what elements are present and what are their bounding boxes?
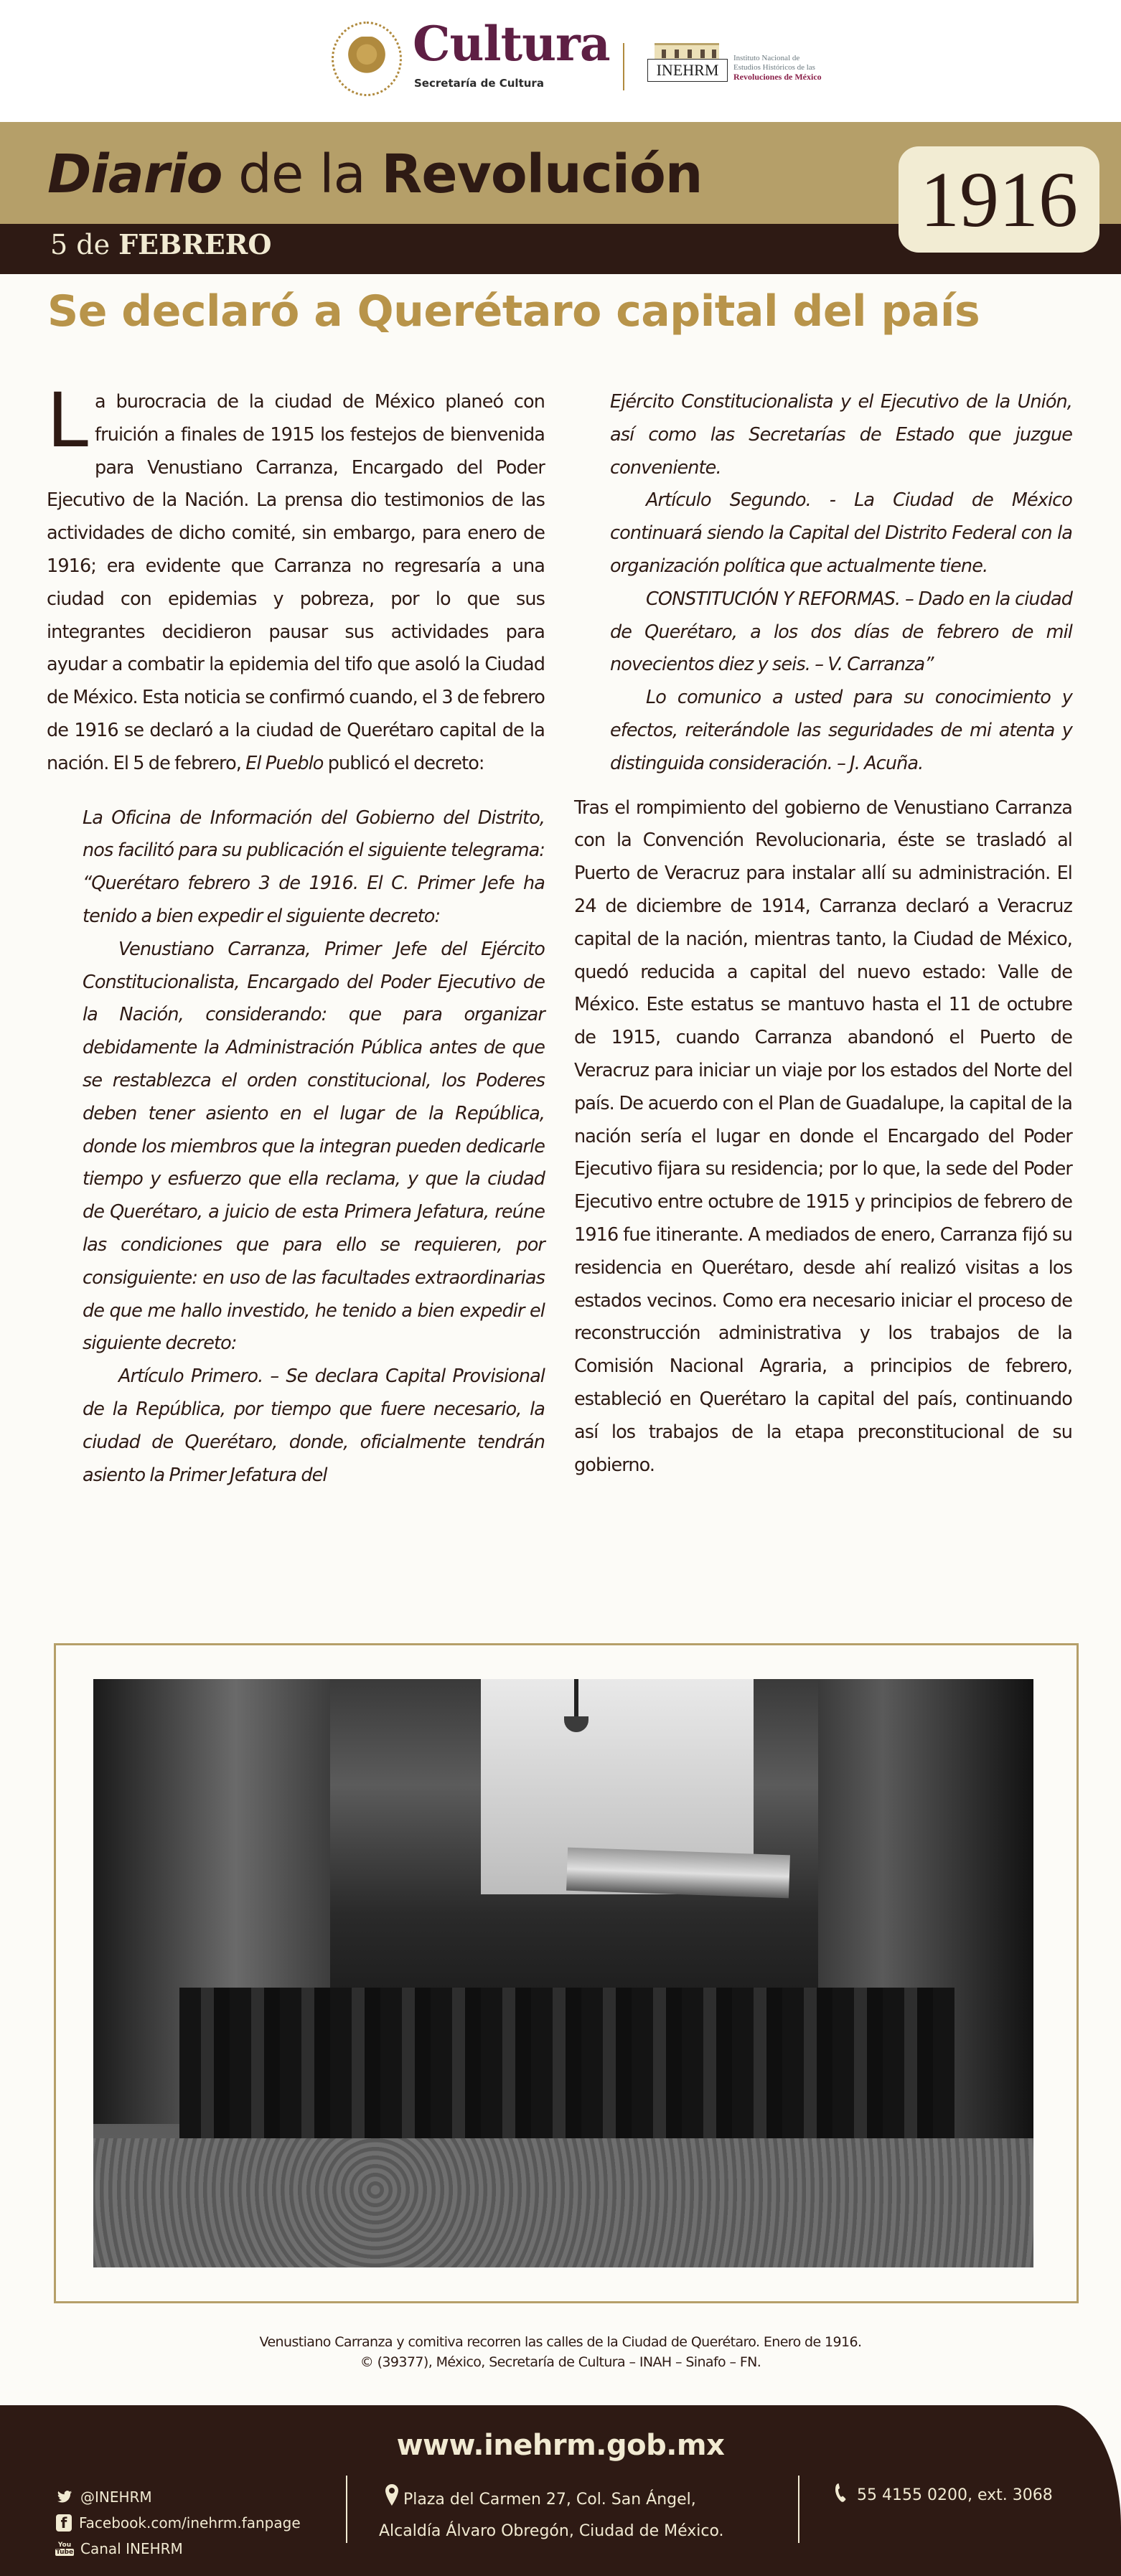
quote-articulo-segundo: Artículo Segundo. - La Ciudad de México continuará siendo la Capital del Distrito Federal con la organización política que actualmente tiene. [610, 489, 1072, 577]
dropcap: L [47, 377, 88, 464]
location-pin-icon [385, 2484, 399, 2516]
quote-articulo-primero: Artículo Primero. – Se declara Capital Provisional de la República, por tiempo que fuere necesario, la ciudad de Querétaro, donde, oficialmente tendrán asiento la Primer Jefatura del [83, 1365, 545, 1486]
website-link[interactable]: www.inehrm.gob.mx [396, 2429, 725, 2462]
year-badge: 1916 [899, 146, 1099, 253]
quote-comunico: Lo comunico a usted para su conocimiento y efectos, reiterándole las seguridades de mi atenta y distinguida consideración. – J. Acuña. [610, 687, 1072, 774]
article-column-left [47, 377, 545, 1492]
caption-description: Venustiano Carranza y comitiva recorren las calles de la Ciudad de Querétaro. Enero de 1916. [259, 2334, 862, 2350]
inehrm-name-line2: Estudios Históricos de las [733, 63, 815, 72]
twitter-icon [56, 2488, 73, 2506]
series-title [47, 144, 703, 205]
cultura-logo: Cultura [413, 16, 610, 72]
youtube-name: INEHRM [126, 2540, 183, 2557]
footer-divider [798, 2476, 799, 2543]
series-title-diario: Diario [47, 144, 222, 205]
quote-articulo-primero-cont: Ejército Constitucionalista y el Ejecutivo de la Unión, así como las Secretarías de Estado que juzgue conveniente. [610, 391, 1072, 479]
quote-constitucion: CONSTITUCIÓN Y REFORMAS. – Dado en la ciudad de Querétaro, a los dos días de febrero de mil novecientos diez y seis. – V. Carranza” [610, 588, 1072, 676]
paragraph-text-end: publicó el decreto: [323, 752, 484, 774]
facebook-link[interactable] [56, 2510, 301, 2536]
inehrm-name [733, 54, 822, 82]
youtube-link[interactable] [56, 2536, 301, 2562]
logo-divider [623, 43, 624, 90]
series-title-de-la: de la [222, 144, 382, 205]
youtube-channel [80, 2536, 183, 2562]
article-column-right [574, 386, 1072, 1482]
address-line-1: Plaza del Carmen 27, Col. San Ángel, [403, 2491, 696, 2509]
facebook-icon: f [56, 2514, 72, 2532]
headline: Se declaró a Querétaro capital del país [47, 286, 980, 337]
street-lamp-icon [574, 1679, 578, 1722]
inehrm-logo [647, 43, 728, 82]
phone-number: 55 4155 0200, ext. 3068 [857, 2486, 1053, 2504]
inehrm-acronym: INEHRM [647, 59, 728, 82]
quote-considerando: Venustiano Carranza, Primer Jefe del Ejército Constitucionalista, Encargado del Poder Ejecutivo de la Nación, considerando: que para organizar debidamente la Administración Pública antes de que se restablezca el orden constitucional, los Poderes deben tener asiento en el lugar de la República, donde los miembros que la integran pueden dedicarle tiempo y esfuerzo que ella reclama, y que la ciudad de Querétaro, a juicio de esta Primera Jefatura, reúne las condiciones que para ello se requieren, por consiguiente: en uso de las facultades extraordinarias de que me hallo investido, he tenido a bien expedir el siguiente decreto: [83, 938, 545, 1355]
youtube-prefix: Canal [80, 2540, 126, 2557]
quote-telegram: La Oficina de Información del Gobierno del Distrito, nos facilitó para su publicación el siguiente telegrama: “Querétaro febrero 3 de 1916. El C. Primer Jefe ha tenido a bien expedir el siguiente decreto: [83, 807, 545, 927]
mexico-seal-icon [332, 22, 402, 96]
photo-caption [0, 2332, 1121, 2372]
social-links [56, 2484, 301, 2562]
twitter-handle: @INEHRM [80, 2488, 152, 2506]
historic-photo [93, 1679, 1033, 2267]
article-paragraph-2: Tras el rompimiento del gobierno de Venustiano Carranza con la Convención Revolucionaria, éste se trasladó al Puerto de Veracruz para instalar allí su administración. El 24 de diciembre de 1914, Carranza declaró a Veracruz capital de la nación, mientras tanto, la Ciudad de México, quedó reducida a capital del nuevo estado: Valle de México. Este estatus se mantuvo hasta el 11 de octubre de 1915, cuando Carranza abandonó el Puerto de Veracruz para iniciar un viaje por los estados del Norte del país. De acuerdo con el Plan de Guadalupe, la capital de la nación sería el lugar en donde el Encargado del Poder Ejecutivo fijara su residencia; por lo que, la sede del Poder Ejecutivo entre octubre de 1915 y principios de febrero de 1916 fue itinerante. A mediados de enero, Carranza fijó su residencia en Querétaro, desde ahí realizó visitas a los estados vecinos. Como era necesario iniciar el proceso de reconstrucción administrativa y los trabajos de la Comisión Nacional Agraria, a principios de febrero, estableció en Querétaro la capital del país, continuando así los trabajos de la etapa preconstitucional de su gobierno. [574, 796, 1072, 1476]
inehrm-name-line3: Revoluciones de México [733, 72, 822, 82]
date-day: 5 de [50, 229, 119, 260]
footer-divider [346, 2476, 347, 2543]
date-month: FEBRERO [118, 228, 272, 260]
building-icon [655, 43, 719, 59]
paragraph-text: a burocracia de la ciudad de México planeó con fruición a finales de 1915 los festejos de bienvenida para Venustiano Carranza, Encargado del Poder Ejecutivo de la Nación. La prensa dio testimonios de las actividades de dicho comité, sin embargo, para enero de 1916; era evidente que Carranza no regresaría a una ciudad con epidemias y pobreza, por lo que sus integrantes decidieron pausar sus actividades para ayudar a combatir la epidemia del tifo que asoló la Ciudad de México. Esta noticia se confirmó cuando, el 3 de febrero de 1916 se declaró a la ciudad de Querétaro capital de la nación. El 5 de febrero, [47, 391, 545, 774]
logo-bar [0, 0, 1121, 122]
phone [832, 2484, 1053, 2506]
address [379, 2484, 781, 2547]
phone-icon [832, 2484, 850, 2501]
series-title-revolucion: Revolución [381, 144, 703, 205]
youtube-icon: You Tube [55, 2542, 74, 2556]
article-paragraph-1 [47, 377, 545, 781]
date-line [50, 228, 271, 262]
address-line-2: Alcaldía Álvaro Obregón, Ciudad de México. [379, 2522, 724, 2540]
twitter-link[interactable] [56, 2484, 301, 2510]
facebook-url: Facebook.com/inehrm.fanpage [79, 2514, 301, 2532]
cultura-subtitle: Secretaría de Cultura [414, 77, 544, 90]
newspaper-name: El Pueblo [245, 752, 324, 774]
caption-credit: © (39377), México, Secretaría de Cultura – INAH – Sinafo – FN. [360, 2354, 761, 2370]
inehrm-name-line1: Instituto Nacional de [733, 54, 800, 62]
